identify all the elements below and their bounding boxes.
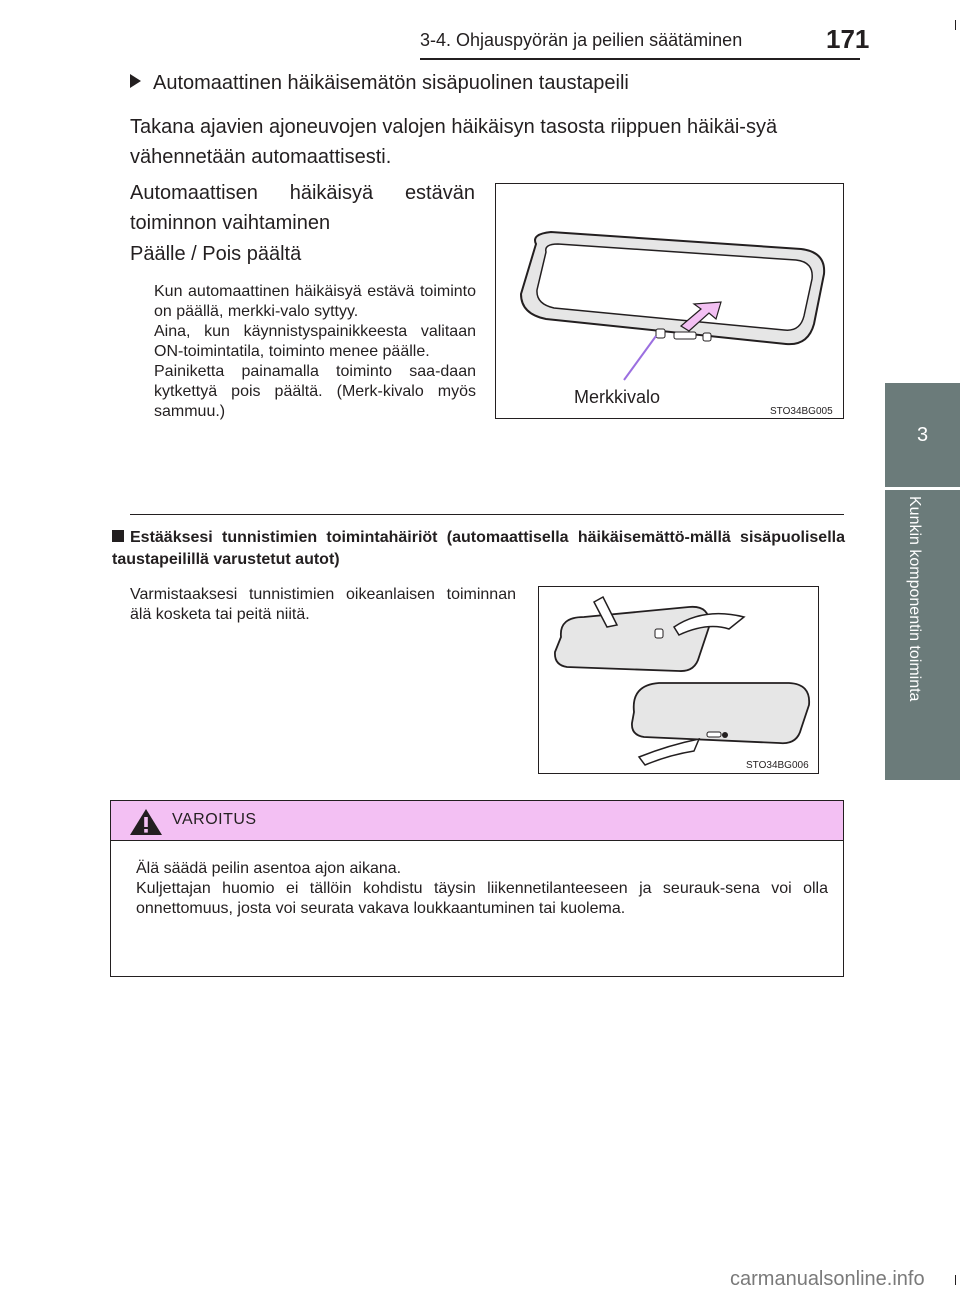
header-rule xyxy=(420,58,860,60)
description-line: Painiketta painamalla toiminto saa-daan kytkettyä pois päältä. (Merk-kivalo myös sammuu.) xyxy=(154,363,476,420)
figure-code: STO34BG005 xyxy=(770,406,833,417)
warning-line: Kuljettajan huomio ei tällöin kohdistu täysin liikennetilanteeseen ja seurauk-sena voi olla onnettomuus, josta voi seurata vakava loukkaantuminen tai kuolema. xyxy=(136,880,828,917)
callout-label: Merkkivalo xyxy=(574,387,661,407)
sensor-heading: Estääksesi tunnistimien toimintahäiriöt (automaattisella häikäisemättö-mällä sisäpuolisella taustapeilillä varustetut autot) xyxy=(112,529,845,568)
sensor-drawing xyxy=(539,587,818,773)
warning-triangle-icon xyxy=(129,808,163,836)
sensor-illustration xyxy=(538,586,819,774)
triangle-bullet-icon xyxy=(130,74,141,88)
section-divider xyxy=(130,514,844,515)
warning-line: Älä säädä peilin asentoa ajon aikana. xyxy=(136,860,402,877)
section-heading: Automaattinen häikäisemätön sisäpuolinen taustapeili xyxy=(130,72,629,95)
crop-mark xyxy=(955,20,956,30)
description-line: Aina, kun käynnistyspainikkeesta valitaan ON-toimintatila, toiminto menee päälle. xyxy=(154,323,476,360)
warning-title: VAROITUS xyxy=(172,811,257,828)
chapter-number-tab: 3 xyxy=(885,383,960,487)
description xyxy=(154,282,476,422)
crop-mark xyxy=(955,1275,956,1285)
chapter-label: Kunkin komponentin toiminta xyxy=(906,496,923,702)
mirror-drawing xyxy=(496,184,843,418)
figure-code: STO34BG006 xyxy=(746,760,809,771)
warning-text xyxy=(136,859,828,919)
on-off-label: Päälle / Pois päältä xyxy=(130,243,302,265)
watermark: carmanualsonline.info xyxy=(730,1268,925,1290)
mirror-illustration xyxy=(495,183,844,419)
section-title: 3-4. Ohjauspyörän ja peilien säätäminen xyxy=(420,30,743,50)
sub-heading: Automaattisen häikäisyä estävän toiminnon vaihtaminen xyxy=(130,182,475,234)
square-bullet-icon xyxy=(112,530,124,542)
page-number: 171 xyxy=(826,24,870,54)
sensor-paragraph: Varmistaaksesi tunnistimien oikeanlaisen toiminnan älä kosketa tai peitä niitä. xyxy=(130,586,516,623)
description-line: Kun automaattinen häikäisyä estävä toiminto on päällä, merkki-valo syttyy. xyxy=(154,283,476,320)
intro-paragraph: Takana ajavien ajoneuvojen valojen häikäisyn tasosta riippuen häikäi-syä vähennetään automaattisesti. xyxy=(130,116,778,168)
